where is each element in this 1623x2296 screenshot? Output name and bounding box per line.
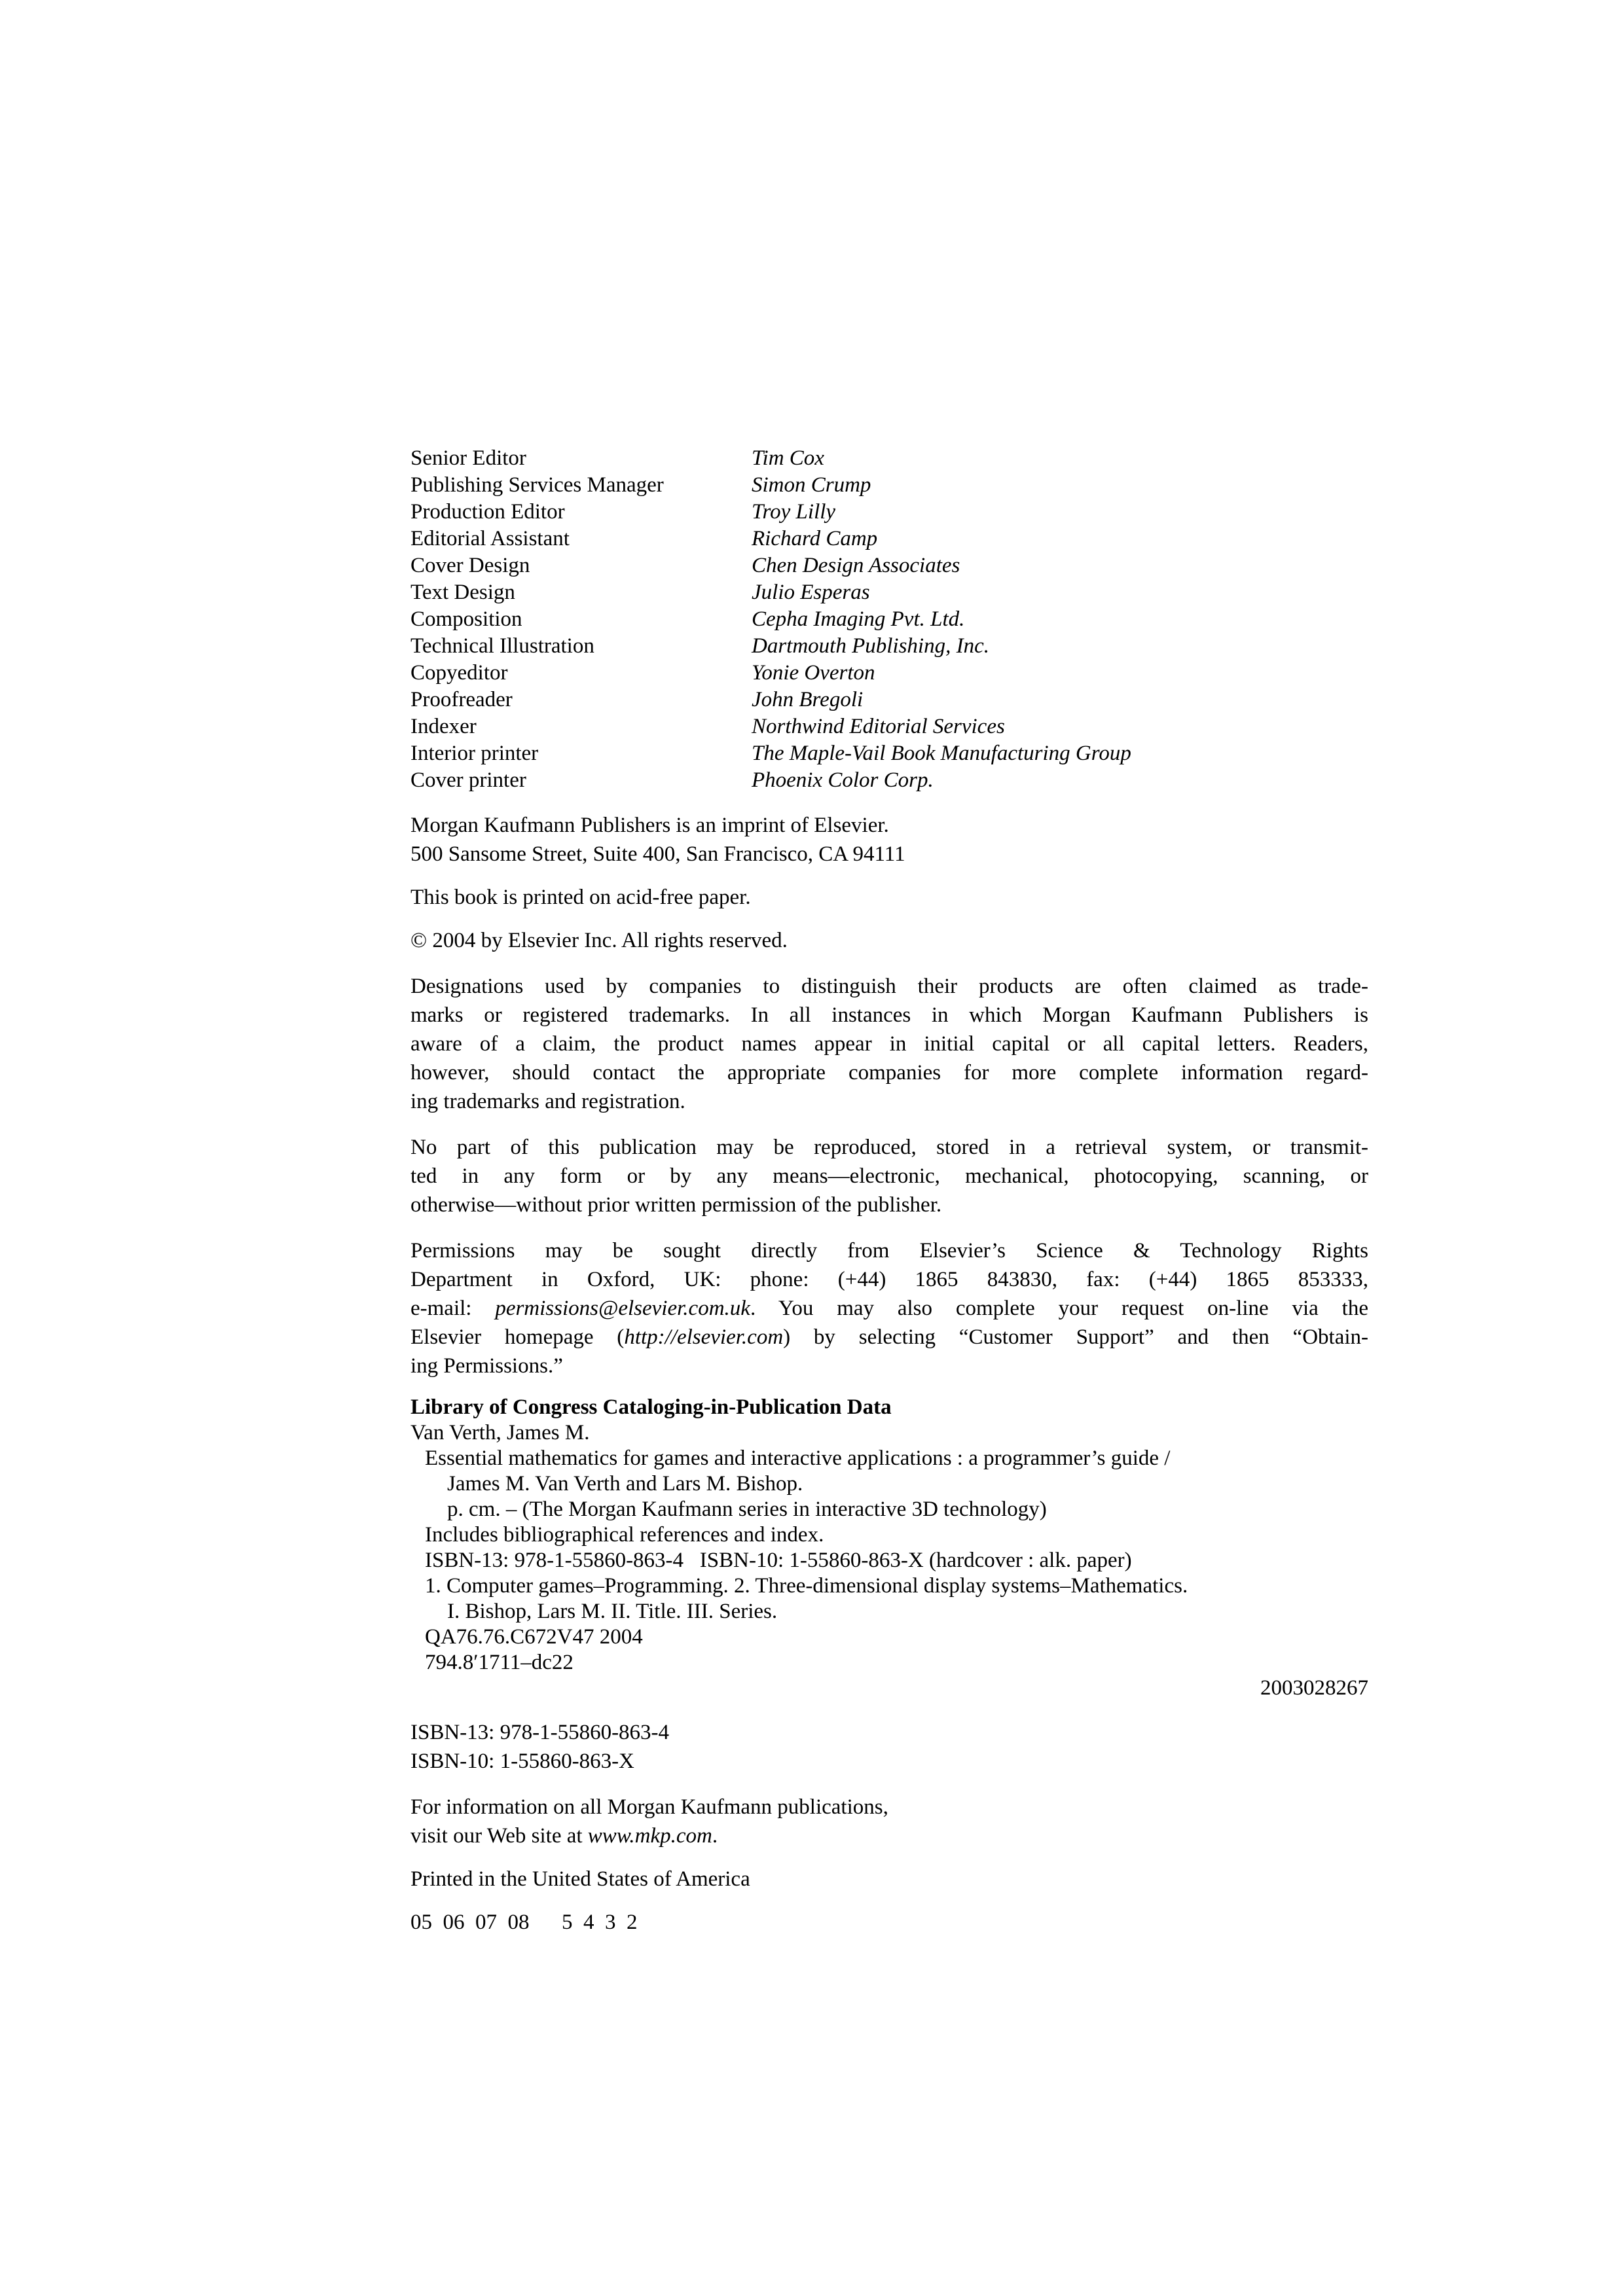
credit-row — [410, 633, 1368, 660]
credit-name: Simon Crump — [752, 473, 871, 497]
credit-role: Senior Editor — [410, 446, 526, 470]
isbn-block — [410, 1718, 1368, 1776]
loc-line: p. cm. – (The Morgan Kaufmann series in interactive 3D technology) — [447, 1498, 1047, 1521]
designations-paragraph — [410, 972, 1368, 1116]
text-line: visit our Web site at www.mkp.com. — [410, 1824, 718, 1848]
text-line: No part of this publication may be reproduced, stored in a retrieval system, or transmit- — [410, 1136, 1368, 1159]
text-line: ted in any form or by any means—electronic, mechanical, photocopying, scanning, or — [410, 1164, 1368, 1188]
library-of-congress-block — [410, 1395, 1368, 1701]
text-line: Department in Oxford, UK: phone: (+44) 1865 843830, fax: (+44) 1865 853333, — [410, 1268, 1368, 1291]
credit-name: The Maple-Vail Book Manufacturing Group — [752, 742, 1131, 765]
credit-role: Copyeditor — [410, 661, 508, 685]
credit-role: Editorial Assistant — [410, 527, 570, 550]
credit-row — [410, 606, 1368, 633]
credit-role: Technical Illustration — [410, 634, 594, 658]
publisher-info-block — [410, 1793, 1368, 1850]
no-part-paragraph — [410, 1133, 1368, 1219]
text-line: Elsevier homepage (http://elsevier.com) by selecting “Customer Support” and then “Obtain- — [410, 1325, 1369, 1349]
credit-row — [410, 740, 1368, 767]
credit-row — [410, 579, 1368, 606]
copyright-page-content — [410, 445, 1368, 1937]
loc-line: Includes bibliographical references and index. — [425, 1523, 824, 1547]
credit-row — [410, 660, 1368, 687]
credit-row — [410, 552, 1368, 579]
credit-row — [410, 499, 1368, 526]
text-line: ing Permissions.” — [410, 1354, 563, 1378]
text-line: Designations used by companies to distinguish their products are often claimed as trade- — [410, 975, 1368, 998]
text-line: Morgan Kaufmann Publishers is an imprint of Elsevier. — [410, 814, 889, 837]
text-line: aware of a claim, the product names appear in initial capital or all capital letters. Readers, — [410, 1032, 1368, 1056]
text-line: ing trademarks and registration. — [410, 1090, 685, 1113]
text-line: marks or registered trademarks. In all instances in which Morgan Kaufmann Publishers is — [410, 1003, 1368, 1027]
isbn-line: ISBN-10: 1-55860-863-X — [410, 1749, 634, 1773]
credit-row — [410, 687, 1368, 713]
credit-row — [410, 445, 1368, 472]
credit-role: Cover Design — [410, 554, 530, 577]
text-line: e-mail: permissions@elsevier.com.uk. You may also complete your request on-line via the — [410, 1297, 1368, 1320]
credit-name: Dartmouth Publishing, Inc. — [752, 634, 989, 658]
credit-role: Indexer — [410, 715, 477, 738]
loc-line: James M. Van Verth and Lars M. Bishop. — [447, 1472, 803, 1496]
loc-line: Van Verth, James M. — [410, 1421, 590, 1444]
text-line: 500 Sansome Street, Suite 400, San Francisco, CA 94111 — [410, 842, 905, 866]
loc-line: ISBN-13: 978-1-55860-863-4 ISBN-10: 1-55860-863-X (hardcover : alk. paper) — [425, 1549, 1132, 1572]
credit-row — [410, 526, 1368, 552]
credit-name: Julio Esperas — [752, 581, 870, 604]
credit-name: Troy Lilly — [752, 500, 836, 524]
loc-heading: Library of Congress Cataloging-in-Publication Data — [410, 1395, 892, 1419]
printed-in-note: Printed in the United States of America — [410, 1867, 750, 1891]
credit-name: Tim Cox — [752, 446, 824, 470]
credit-role: Composition — [410, 607, 522, 631]
credit-name: Cepha Imaging Pvt. Ltd. — [752, 607, 965, 631]
loc-line: Essential mathematics for games and interactive applications : a programmer’s guide / — [425, 1446, 1171, 1470]
credit-row — [410, 767, 1368, 794]
credits-list — [410, 445, 1368, 794]
text-line: however, should contact the appropriate companies for more complete information regard- — [410, 1061, 1368, 1085]
credit-name: Northwind Editorial Services — [752, 715, 1005, 738]
credit-role: Proofreader — [410, 688, 513, 711]
credit-role: Publishing Services Manager — [410, 473, 664, 497]
text-line: otherwise—without prior written permission of the publisher. — [410, 1193, 942, 1217]
credit-name: Yonie Overton — [752, 661, 875, 685]
permissions-paragraph — [410, 1236, 1368, 1380]
credit-name: John Bregoli — [752, 688, 864, 711]
credit-role: Cover printer — [410, 768, 526, 792]
credit-role: Text Design — [410, 581, 515, 604]
credit-name: Chen Design Associates — [752, 554, 960, 577]
loc-line: 2003028267 — [1260, 1676, 1368, 1700]
loc-line: 1. Computer games–Programming. 2. Three-dimensional display systems–Mathematics. — [425, 1574, 1188, 1598]
loc-line: I. Bishop, Lars M. II. Title. III. Series. — [447, 1600, 778, 1623]
text-line: Permissions may be sought directly from Elsevier’s Science & Technology Rights — [410, 1239, 1368, 1263]
credit-role: Interior printer — [410, 742, 539, 765]
credit-role: Production Editor — [410, 500, 565, 524]
loc-line: 794.8′1711–dc22 — [425, 1651, 574, 1674]
credit-row — [410, 472, 1368, 499]
text-line: For information on all Morgan Kaufmann publications, — [410, 1795, 888, 1819]
copyright-notice: © 2004 by Elsevier Inc. All rights reserved. — [410, 929, 788, 952]
isbn-line: ISBN-13: 978-1-55860-863-4 — [410, 1721, 670, 1744]
imprint-paragraph — [410, 811, 1368, 869]
loc-line: QA76.76.C672V47 2004 — [425, 1625, 643, 1649]
credit-row — [410, 713, 1368, 740]
credit-name: Richard Camp — [752, 527, 878, 550]
printing-numbers-line: 05 06 07 08 5 4 3 2 — [410, 1910, 638, 1934]
acid-free-note: This book is printed on acid-free paper. — [410, 886, 751, 909]
credit-name: Phoenix Color Corp. — [752, 768, 934, 792]
